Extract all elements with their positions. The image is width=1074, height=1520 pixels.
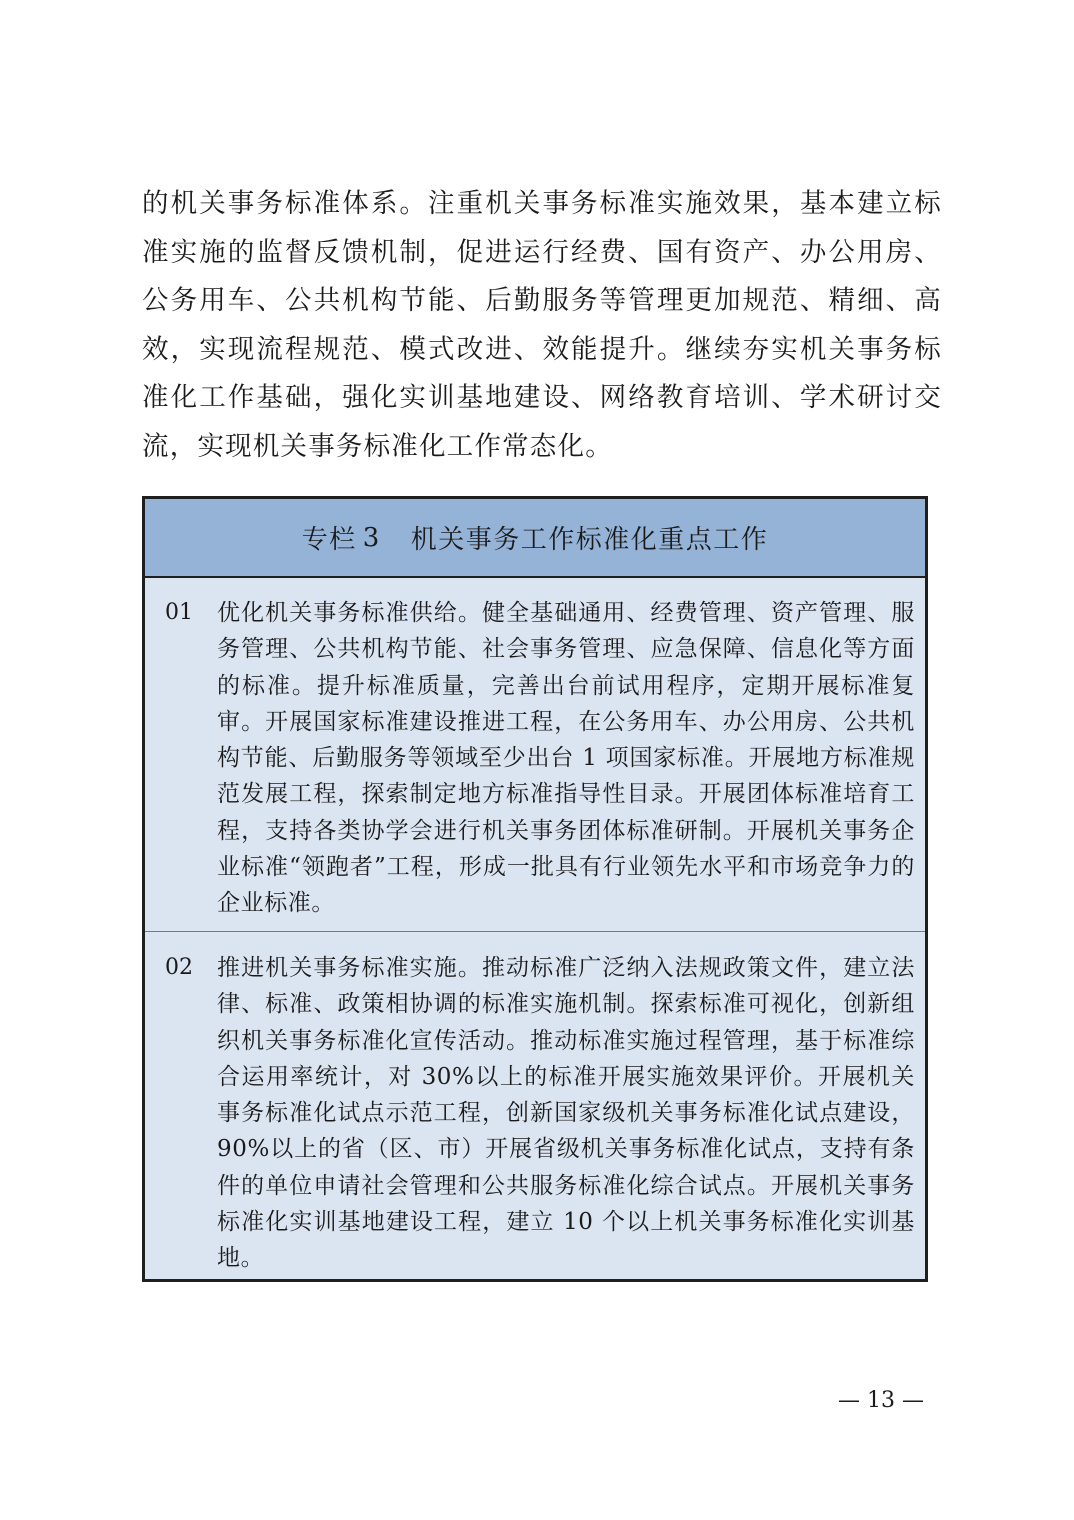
column-item	[145, 578, 925, 932]
column-number: 3	[362, 522, 381, 553]
column-title: 机关事务工作标准化重点工作	[410, 525, 769, 555]
item-text: 推进机关事务标准实施。推动标准广泛纳入法规政策文件，建立法律、标准、政策相协调的标准实施机制。探索标准可视化，创新组织机关事务标准化宣传活动。推动标准实施过程管理，基于标准综合运用率统计，对 30%以上的标准开展实施效果评价。开展机关事务标准化试点示范工程，创新国家级机关事务标准化试点建设，90%以上的省（区、市）开展省级机关事务标准化试点，支持有条件的单位申请社会管理和公共服务标准化综合试点。开展机关事务标准化实训基地建设工程，建立 10 个以上机关事务标准化实训基地。	[217, 955, 915, 1272]
item-text: 优化机关事务标准供给。健全基础通用、经费管理、资产管理、服务管理、公共机构节能、社会事务管理、应急保障、信息化等方面的标准。提升标准质量，完善出台前试用程序，定期开展标准复审。开展国家标准建设推进工程，在公务用车、办公用房、公共机构节能、后勤服务等领域至少出台 1 项国家标准。开展地方标准规范发展工程，探索制定地方标准指导性目录。开展团体标准培育工程，支持各类协学会进行机关事务团体标准研制。开展机关事务企业标准“领跑者”工程，形成一批具有行业领先水平和市场竞争力的企业标准。	[217, 600, 915, 917]
column-label: 专栏	[301, 525, 357, 555]
column-item	[145, 932, 925, 1277]
body-paragraph: 的机关事务标准体系。注重机关事务标准实施效果，基本建立标准实施的监督反馈机制，促进运行经费、国有资产、办公用房、公务用车、公共机构节能、后勤服务等管理更加规范、精细、高效，实现流程规范、模式改进、效能提升。继续夯实机关事务标准化工作基础，强化实训基地建设、网络教育培训、学术研讨交流，实现机关事务标准化工作常态化。	[142, 188, 942, 462]
page-number: — 13 —	[838, 1388, 924, 1413]
item-number: 02	[165, 955, 193, 980]
column-box	[142, 496, 928, 1282]
column-header	[145, 499, 925, 578]
item-number: 01	[165, 600, 193, 625]
